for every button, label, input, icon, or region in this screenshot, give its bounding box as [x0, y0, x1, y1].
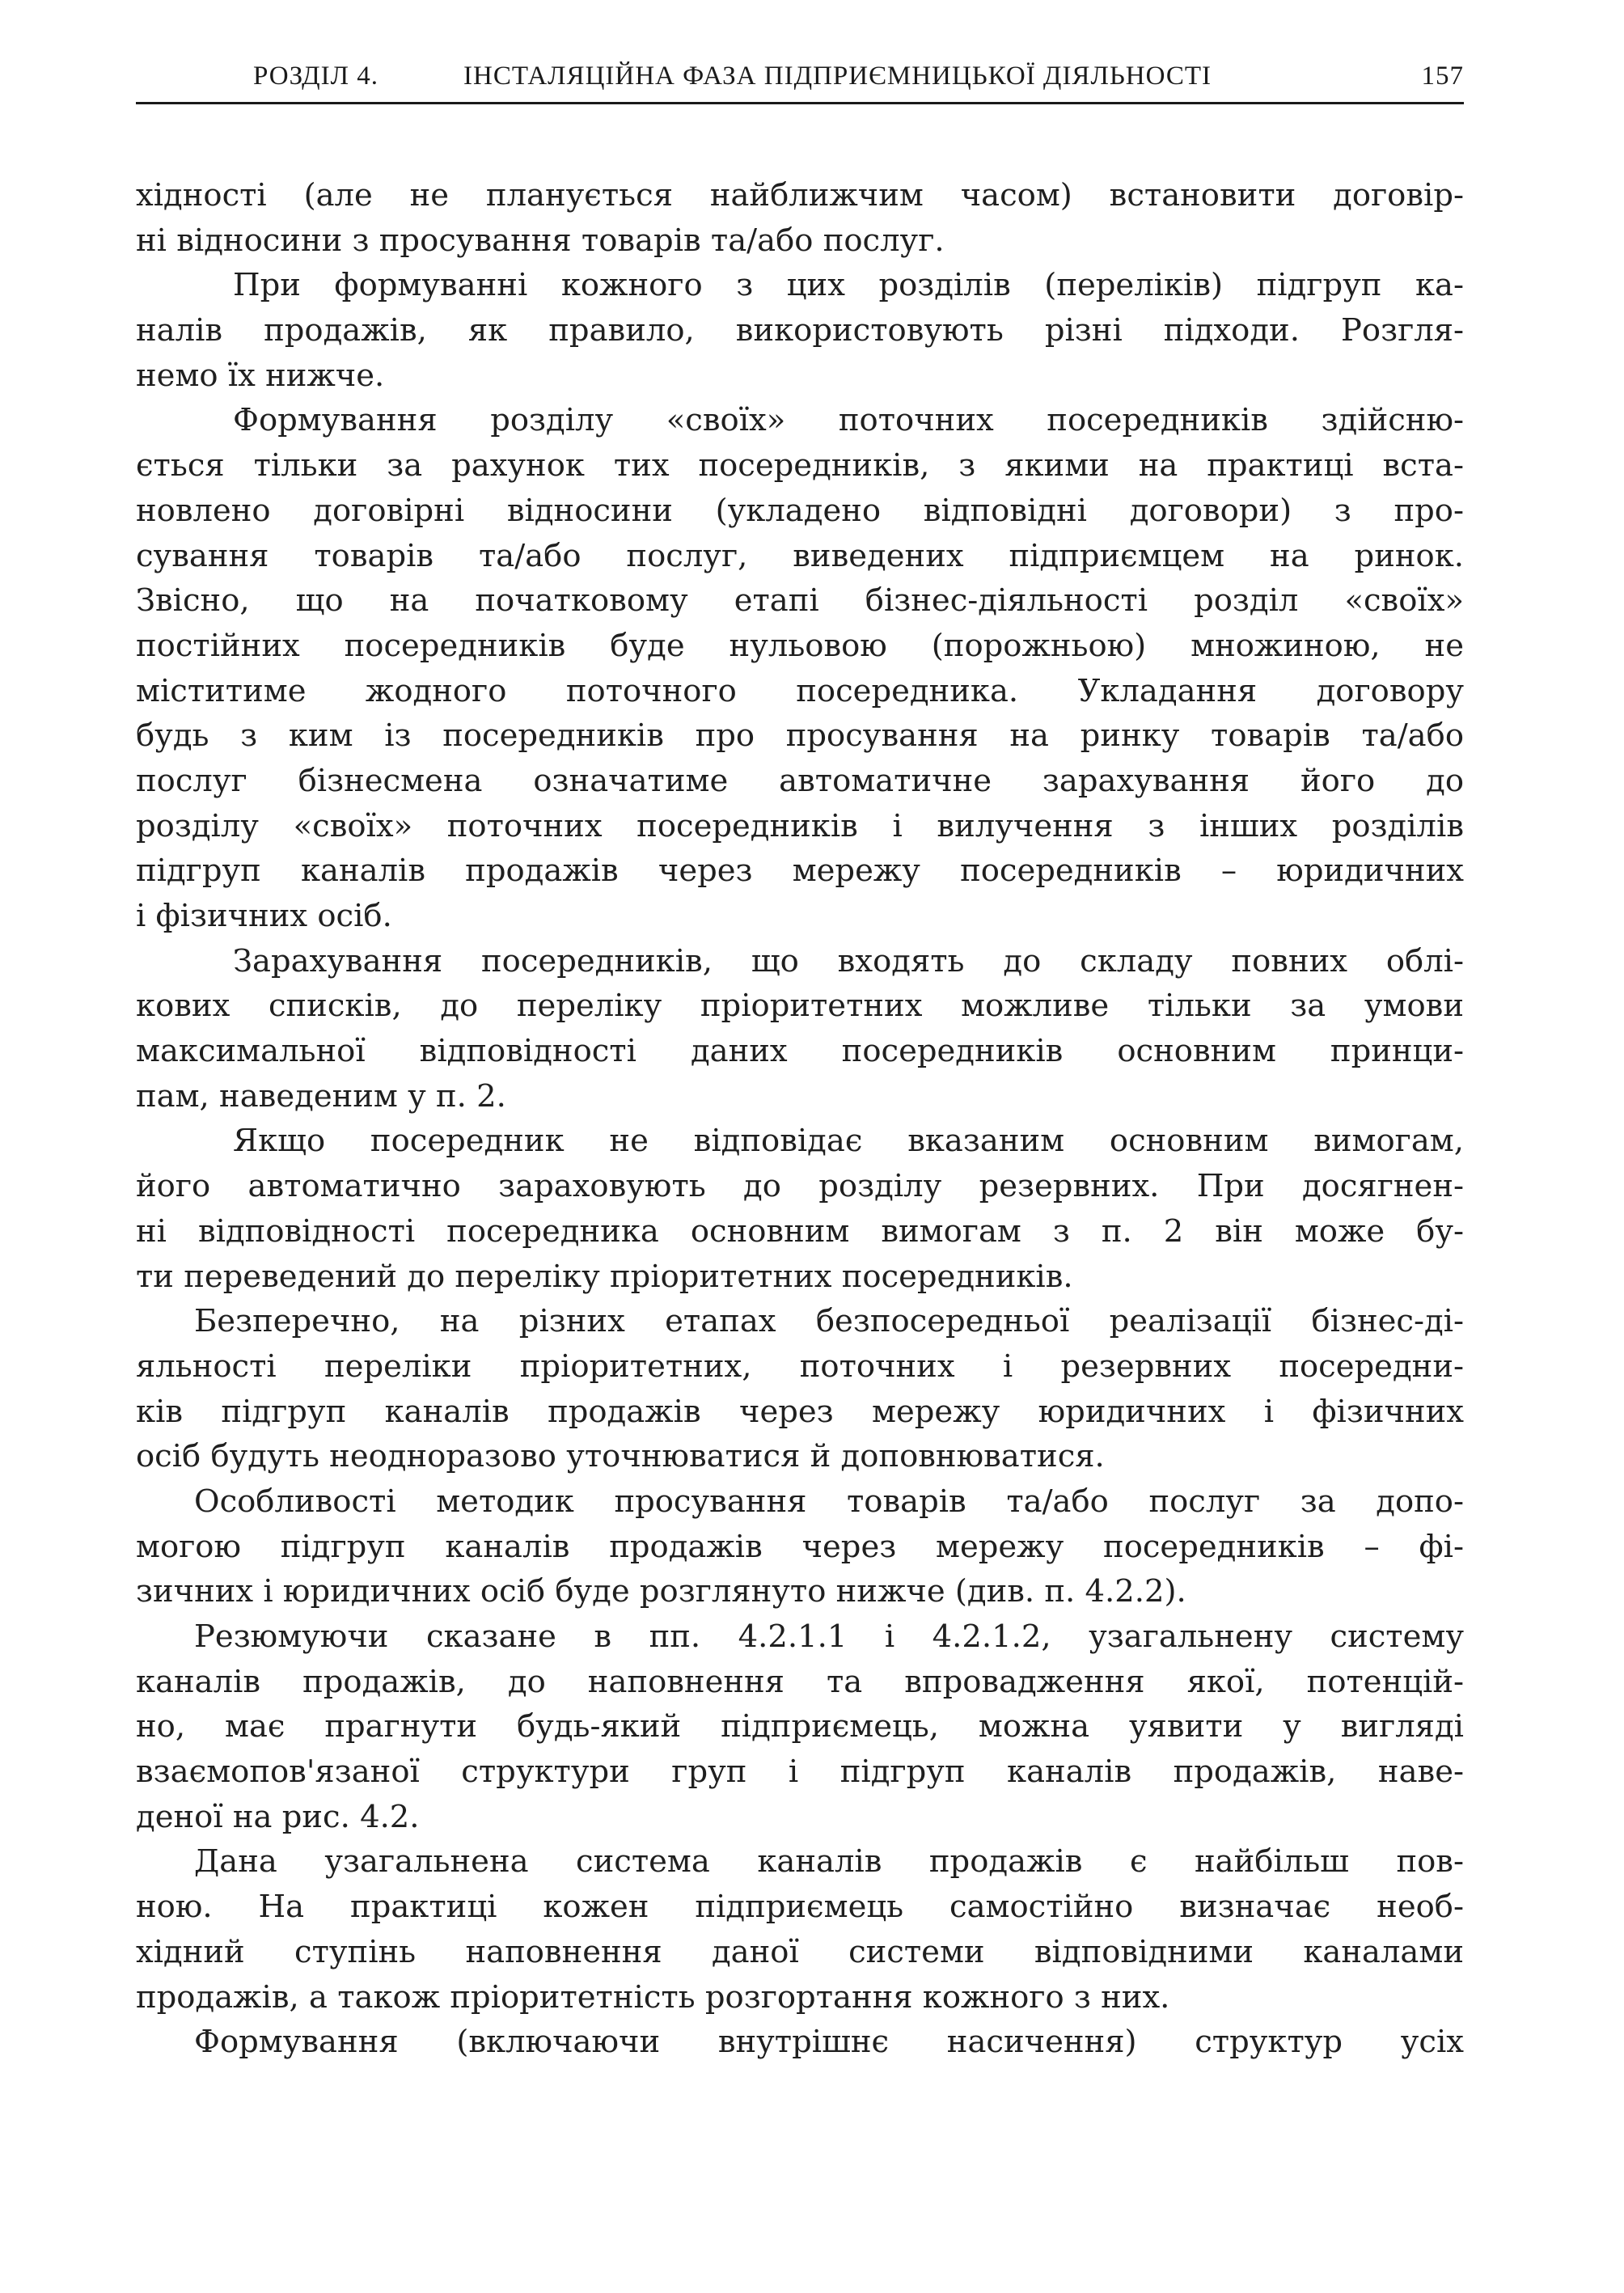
text-line: деної на рис. 4.2.: [136, 1798, 420, 1835]
text-line: каналів продажів, до наповнення та впровадження якої, потенцій-: [136, 1663, 1464, 1700]
paragraph: [136, 263, 1464, 398]
text-line: розділу «своїх» поточних посередників і вилучення з інших розділів: [136, 807, 1464, 844]
text-line: Резюмуючи сказане в пп. 4.2.1.1 і 4.2.1.2, узагальнену систему: [194, 1618, 1464, 1655]
text-line: ні відносини з просування товарів та/або послуг.: [136, 222, 945, 259]
paragraph: [136, 1839, 1464, 2020]
text-line: зичних і юридичних осіб буде розглянуто нижче (див. п. 4.2.2).: [136, 1573, 1186, 1610]
text-line: Формування (включаючи внутрішнє насичення) структур усіх: [194, 2024, 1464, 2061]
paragraph: [136, 2020, 1464, 2065]
paragraph: [136, 1119, 1464, 1299]
text-line: кових списків, до переліку пріоритетних можливе тільки за умови: [136, 988, 1464, 1025]
text-line: хідний ступінь наповнення даної системи відповідними каналами: [136, 1933, 1464, 1970]
chapter-title: ІНСТАЛЯЦІЙНА ФАЗА ПІДПРИЄМНИЦЬКОЇ ДІЯЛЬНОСТІ: [463, 61, 1212, 91]
text-line: хідності (але не планується найближчим часом) встановити договір-: [136, 177, 1464, 214]
text-line: міститиме жодного поточного посередника. Укладання договору: [136, 672, 1464, 709]
text-line: сування товарів та/або послуг, виведених підприємцем на ринок.: [136, 537, 1464, 574]
paragraph: [136, 1299, 1464, 1479]
running-header: [136, 57, 1464, 104]
text-line: ється тільки за рахунок тих посередників, з якими на практиці вста-: [136, 447, 1464, 484]
text-line: ною. На практиці кожен підприємець самостійно визначає необ-: [136, 1889, 1464, 1926]
text-line: налів продажів, як правило, використовують різні підходи. Розгля-: [136, 312, 1464, 349]
page-number: 157: [1421, 61, 1464, 91]
text-line: Особливості методик просування товарів та/або послуг за допо-: [194, 1483, 1464, 1520]
section-label: РОЗДІЛ 4.: [253, 61, 379, 91]
text-line: При формуванні кожного з цих розділів (переліків) підгруп ка-: [233, 267, 1464, 304]
text-line: Безперечно, на різних етапах безпосередньої реалізації бізнес-ді-: [194, 1303, 1464, 1340]
body-text: [136, 173, 1464, 2065]
text-line: підгруп каналів продажів через мережу посередників – юридичних: [136, 852, 1464, 890]
text-line: немо їх нижче.: [136, 357, 385, 394]
text-line: максимальної відповідності даних посередників основним принци-: [136, 1033, 1464, 1070]
text-line: будь з ким із посередників про просування на ринку товарів та/або: [136, 717, 1464, 755]
paragraph: [136, 173, 1464, 263]
text-line: Зарахування посередників, що входять до складу повних облі-: [233, 942, 1464, 979]
text-line: яльності переліки пріоритетних, поточних і резервних посередни-: [136, 1347, 1464, 1385]
text-line: новлено договірні відносини (укладено відповідні договори) з про-: [136, 492, 1464, 529]
paragraph: [136, 398, 1464, 938]
paragraph: [136, 1479, 1464, 1614]
text-line: і фізичних осіб.: [136, 898, 392, 934]
paragraph: [136, 1614, 1464, 1839]
text-line: осіб будуть неодноразово уточнюватися й доповнюватися.: [136, 1438, 1105, 1475]
text-line: постійних посередників буде нульовою (порожньою) множиною, не: [136, 627, 1464, 664]
text-line: но, має прагнути будь-який підприємець, можна уявити у вигляді: [136, 1708, 1464, 1745]
text-line: взаємопов'язаної структури груп і підгруп каналів продажів, наве-: [136, 1754, 1464, 1791]
text-line: послуг бізнесмена означатиме автоматичне зарахування його до: [136, 762, 1464, 799]
text-line: ти переведений до переліку пріоритетних посередників.: [136, 1258, 1073, 1295]
text-line: пам, наведеним у п. 2.: [136, 1077, 506, 1115]
text-line: Звісно, що на початковому етапі бізнес-діяльності розділ «своїх»: [136, 582, 1464, 620]
text-line: Дана узагальнена система каналів продажів є найбільш пов-: [194, 1843, 1464, 1881]
text-line: могою підгруп каналів продажів через мережу посередників – фі-: [136, 1528, 1464, 1565]
text-line: Формування розділу «своїх» поточних посередників здійсню-: [233, 402, 1464, 439]
text-line: Якщо посередник не відповідає вказаним основним вимогам,: [233, 1123, 1464, 1160]
text-line: ні відповідності посередника основним вимогам з п. 2 він може бу-: [136, 1212, 1464, 1250]
paragraph: [136, 939, 1464, 1119]
text-line: його автоматично зараховують до розділу резервних. При досягнен-: [136, 1168, 1464, 1205]
text-line: ків підгруп каналів продажів через мережу юридичних і фізичних: [136, 1393, 1464, 1430]
text-line: продажів, а також пріоритетність розгортання кожного з них.: [136, 1978, 1170, 2016]
